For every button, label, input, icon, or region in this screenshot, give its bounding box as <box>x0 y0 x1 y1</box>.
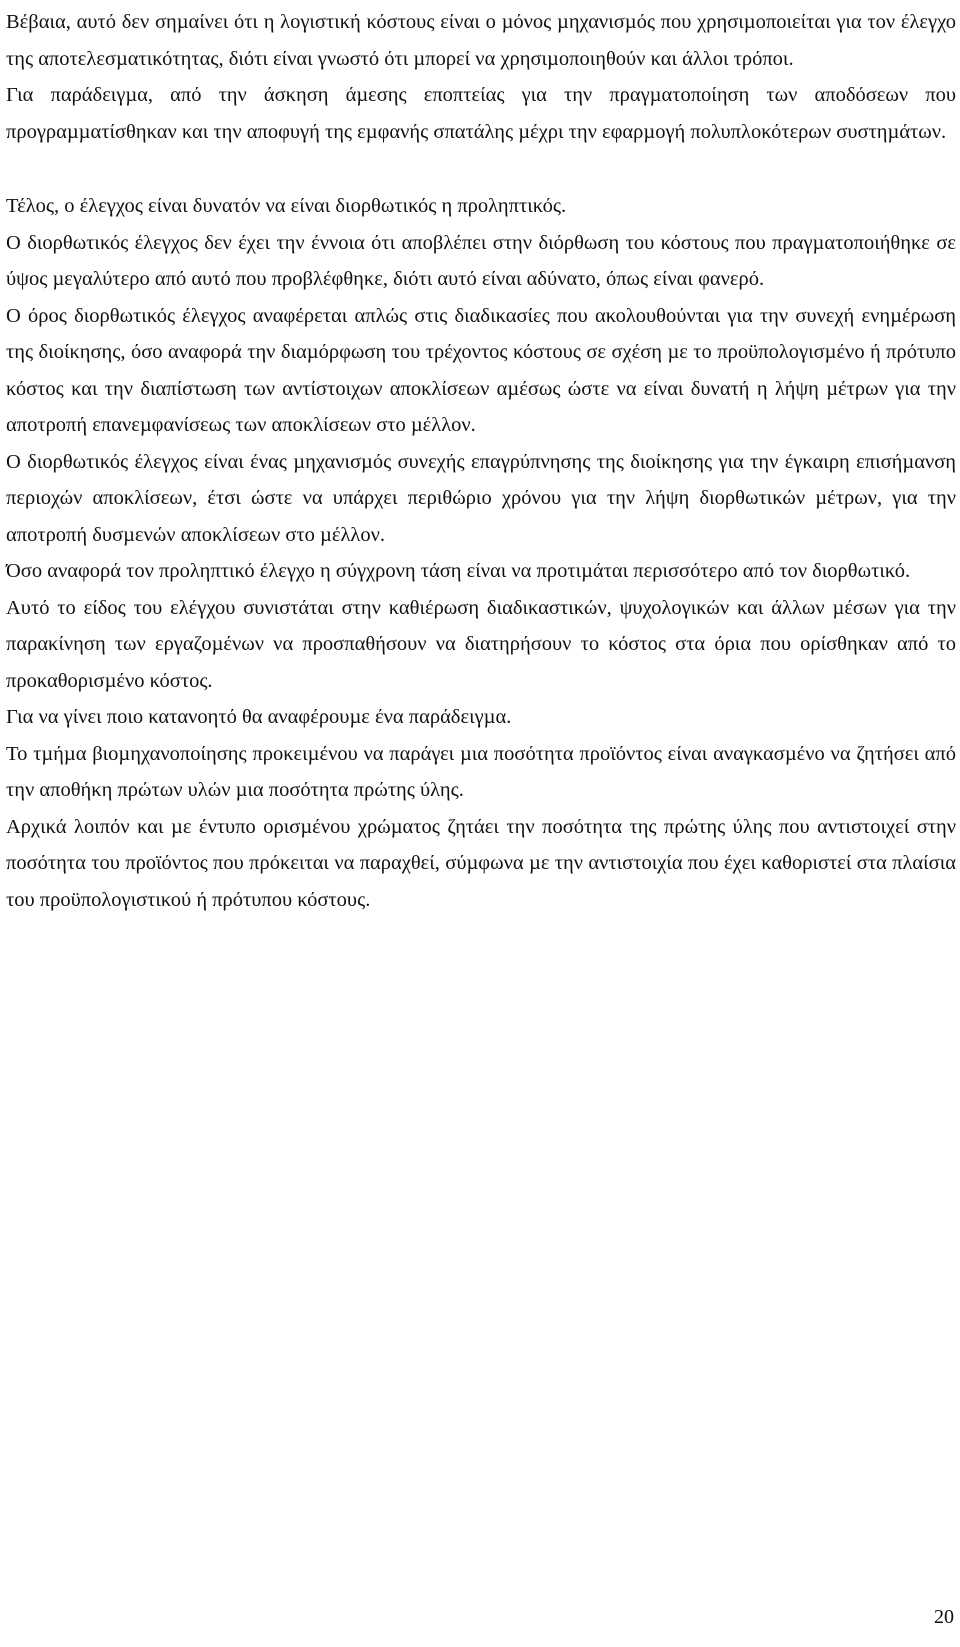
paragraph-7: Όσο αναφορά τον προληπτικό έλεγχο η σύγχρονη τάση είναι να προτιµάται περισσότερο από τον διορθωτικό. <box>6 560 911 582</box>
paragraph-11: Αρχικά λοιπόν και µε έντυπο ορισµένου χρώµατος ζητάει την ποσότητα της πρώτης ύλης που αντιστοιχεί στην ποσότητα του προϊόντος που πρόκειται να παραχθεί, σύµφωνα µε την αντιστοιχία που έχει καθοριστεί στα πλαίσια του προϋπολογιστικού ή πρότυπου κόστους. <box>6 815 956 911</box>
paragraph-10: Το τµήµα βιοµηχανοποίησης προκειµένου να παράγει µια ποσότητα προϊόντος είναι αναγκασµένο να ζητήσει από την αποθήκη πρώτων υλών µια ποσότητα πρώτης ύλης. <box>6 742 956 801</box>
paragraph-2: Για παράδειγµα, από την άσκηση άµεσης εποπτείας για την πραγµατοποίηση των αποδόσεων που προγραµµατίσθηκαν και την αποφυγή της εµφανής σπατάλης µέχρι την εφαρµογή πολυπλοκότερων συστηµάτων. <box>6 84 956 143</box>
paragraph-8: Αυτό το είδος του ελέγχου συνιστάται στην καθιέρωση διαδικαστικών, ψυχολογικών και άλλων µέσων για την παρακίνηση των εργαζοµένων να προσπαθήσουν να διατηρήσουν το κόστος στα όρια που ορίσθηκαν από το προκαθορισµένο κόστος. <box>6 596 956 692</box>
paragraph-1: Βέβαια, αυτό δεν σηµαίνει ότι η λογιστική κόστους είναι ο µόνος µηχανισµός που χρησιµοποιείται για τον έλεγχο της αποτελεσµατικότητας, διότι είναι γνωστό ότι µπορεί να χρησιµοποιηθούν και άλλοι τρόποι. <box>6 11 956 70</box>
paragraph-5: Ο όρος διορθωτικός έλεγχος αναφέρεται απλώς στις διαδικασίες που ακολουθούνται για την συνεχή ενηµέρωση της διοίκησης, όσο αναφορά την διαµόρφωση του τρέχοντος κόστους σε σχέση µε το προϋπολογισµένο ή πρότυπο κόστος και την διαπίστωση των αντίστοιχων αποκλίσεων αµέσως ώστε να είναι δυνατή η λήψη µέτρων για την αποτροπή επανεµφανίσεως των αποκλίσεων στο µέλλον. <box>6 304 956 436</box>
paragraph-6: Ο διορθωτικός έλεγχος είναι ένας µηχανισµός συνεχής επαγρύπνησης της διοίκησης για την έγκαιρη επισήµανση περιοχών αποκλίσεων, έτσι ώστε να υπάρχει περιθώριο χρόνου για την λήψη διορθωτικών µέτρων, για την αποτροπή δυσµενών αποκλίσεων στο µέλλον. <box>6 450 956 546</box>
paragraph-4: Ο διορθωτικός έλεγχος δεν έχει την έννοια ότι αποβλέπει στην διόρθωση του κόστους που πραγµατοποιήθηκε σε ύψος µεγαλύτερο από αυτό που προβλέφθηκε, διότι αυτό είναι αδύνατο, όπως είναι φανερό. <box>6 231 956 290</box>
page-number: 20 <box>934 1606 954 1628</box>
paragraph-9: Για να γίνει ποιο κατανοητό θα αναφέρουµε ένα παράδειγµα. <box>6 706 512 728</box>
paragraph-3: Τέλος, ο έλεγχος είναι δυνατόν να είναι διορθωτικός η προληπτικός. <box>6 195 567 217</box>
document-body <box>6 4 956 918</box>
